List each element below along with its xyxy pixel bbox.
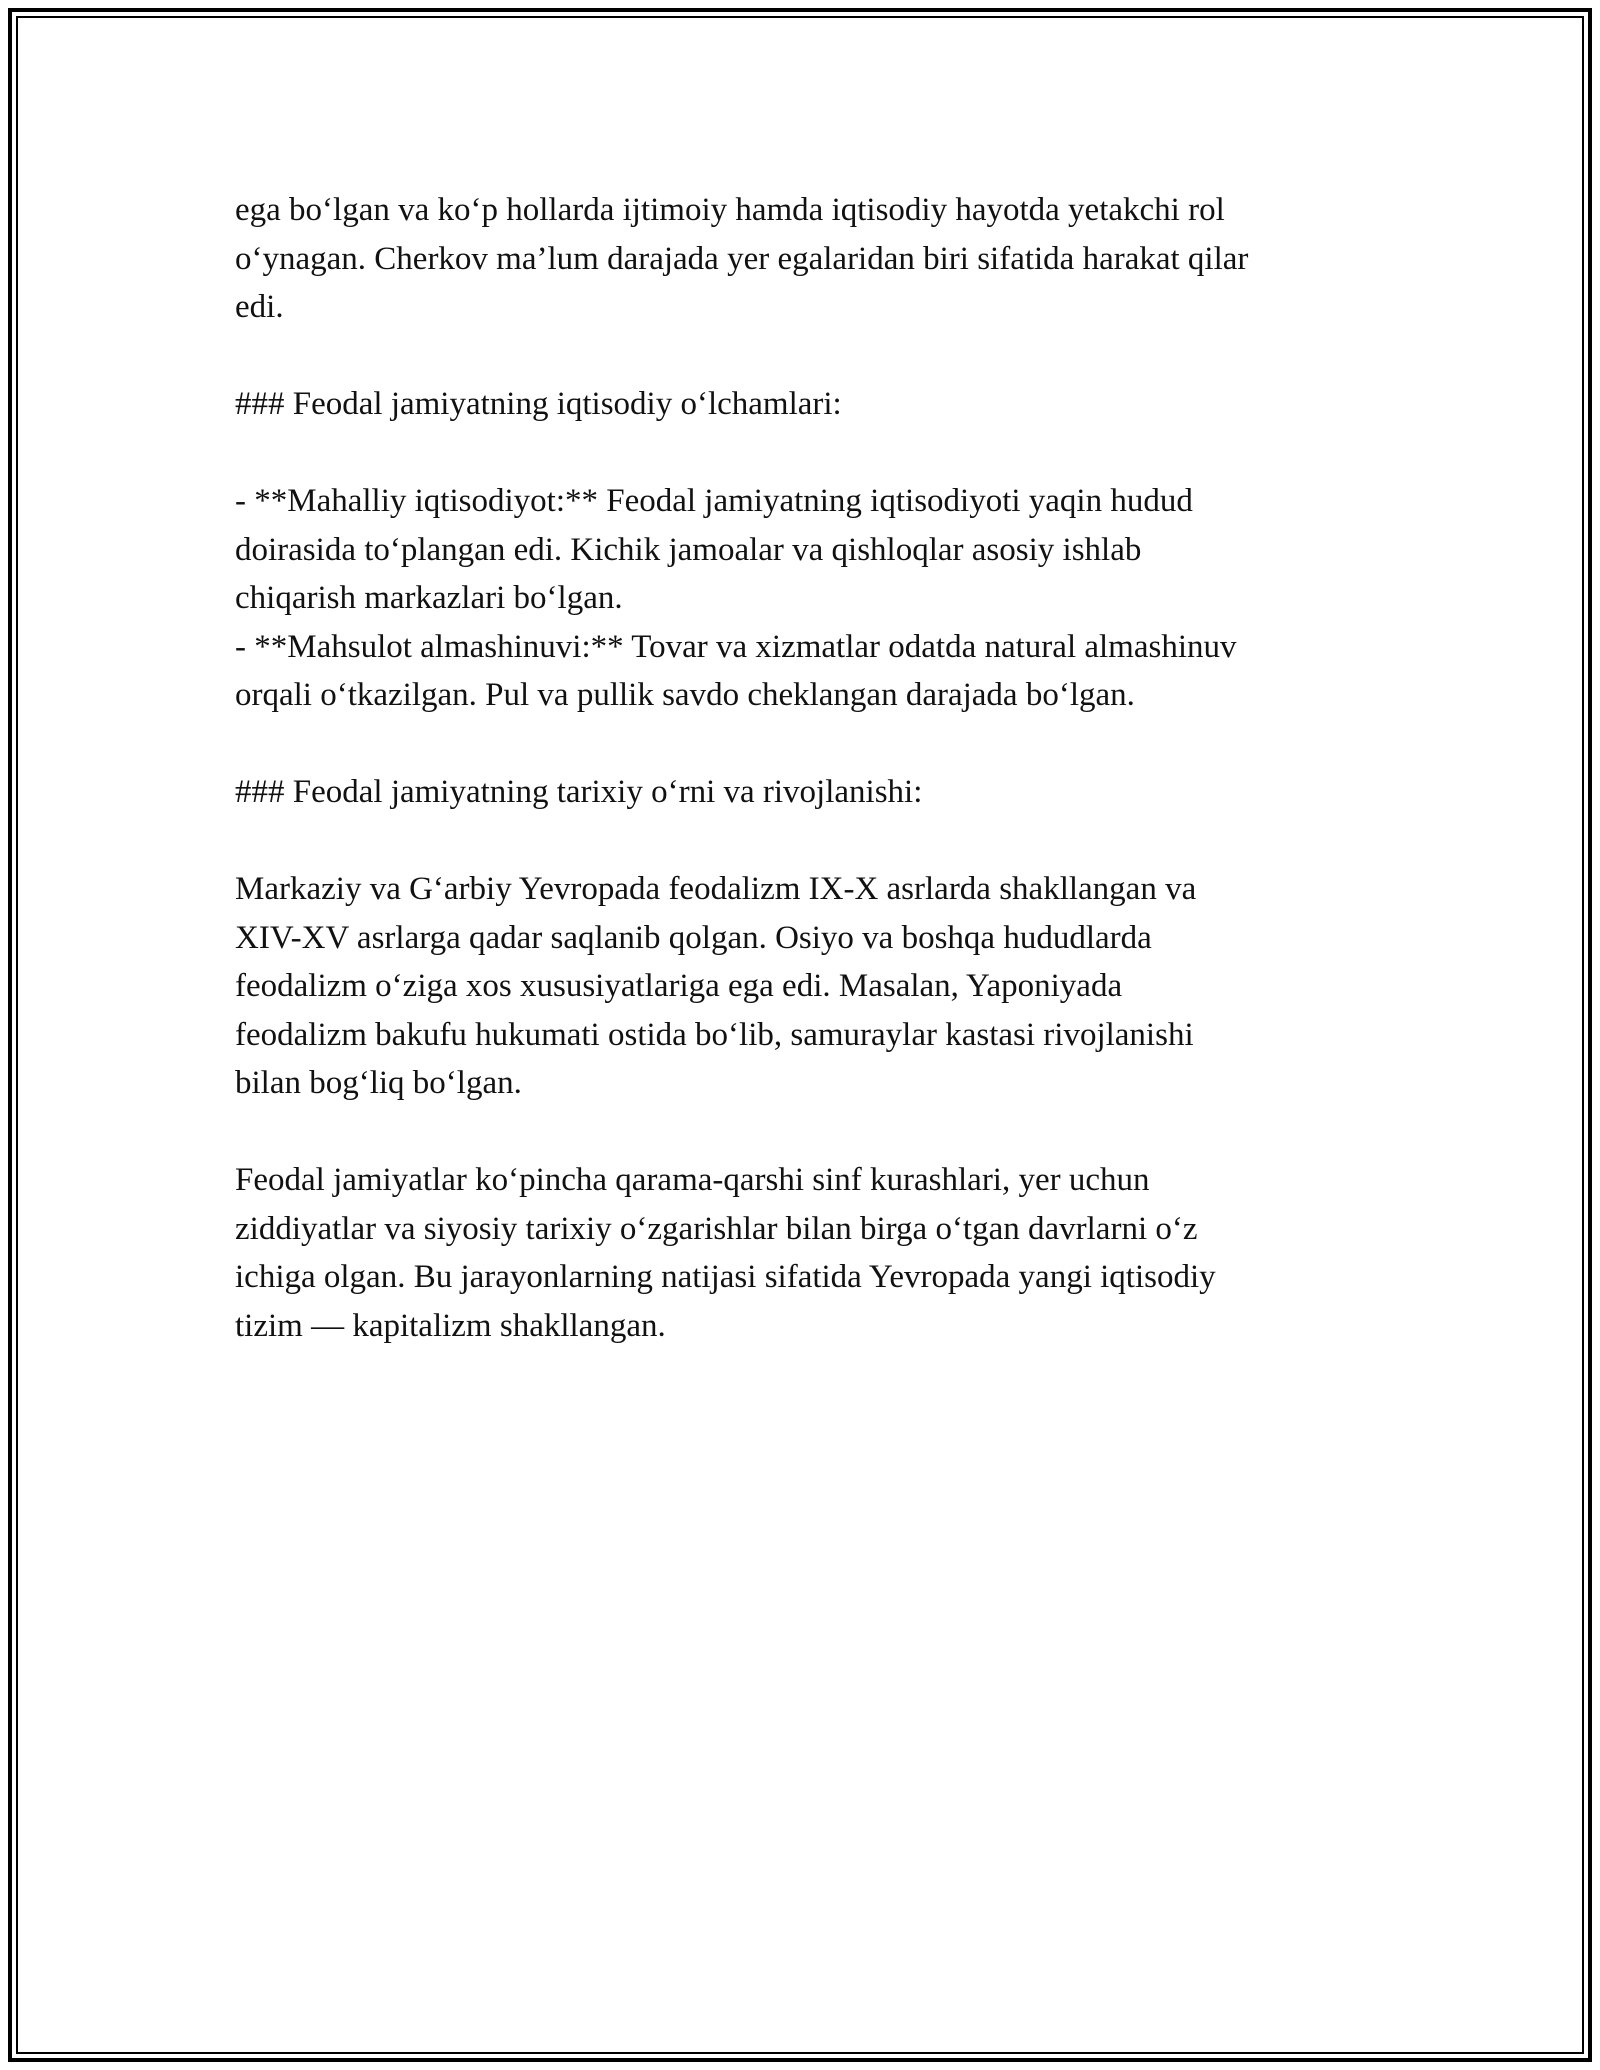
paragraph-gap	[235, 720, 1375, 769]
section-heading-history: ### Feodal jamiyatning tarixiy o‘rni va rivojlanishi:	[235, 774, 923, 810]
section-heading-economic: ### Feodal jamiyatning iqtisodiy o‘lchamlari:	[235, 386, 842, 422]
list-item-product-exchange: - **Mahsulot almashinuvi:** Tovar va xizmatlar odatda natural almashinuv orqali o‘tkazilgan. Pul va pullik savdo cheklangan darajada bo‘lgan.	[235, 628, 1237, 713]
paragraph-conclusion: Feodal jamiyatlar ko‘pincha qarama-qarshi sinf kurashlari, yer uchun ziddiyatlar va siyosiy tarixiy o‘zgarishlar bilan birga o‘tgan davrlarni o‘z ichiga olgan. Bu jarayonlarning natijasi sifatida Yevropada yangi iqtisodiy tizim — kapitalizm shakllangan.	[235, 1162, 1216, 1344]
list-item-local-economy: - **Mahalliy iqtisodiyot:** Feodal jamiyatning iqtisodiyoti yaqin hudud doirasida to‘plangan edi. Kichik jamoalar va qishloqlar asosiy ishlab chiqarish markazlari bo‘lgan.	[235, 483, 1193, 616]
paragraph-history: Markaziy va G‘arbiy Yevropada feodalizm IX-X asrlarda shakllangan va XIV-XV asrlarga qadar saqlanib qolgan. Osiyo va boshqa hududlarda feodalizm o‘ziga xos xususiyatlariga ega edi. Masalan, Yaponiyada feodalizm bakufu hukumati ostida bo‘lib, samuraylar kastasi rivojlanishi bilan bog‘liq bo‘lgan.	[235, 871, 1197, 1101]
paragraph-gap	[235, 332, 1375, 381]
document-body	[235, 186, 1375, 1350]
paragraph-intro: ega bo‘lgan va ko‘p hollarda ijtimoiy hamda iqtisodiy hayotda yetakchi rol o‘ynagan. Cherkov ma’lum darajada yer egalaridan biri sifatida harakat qilar edi.	[235, 192, 1249, 325]
paragraph-gap	[235, 1108, 1375, 1157]
paragraph-gap	[235, 429, 1375, 478]
paragraph-gap	[235, 817, 1375, 866]
